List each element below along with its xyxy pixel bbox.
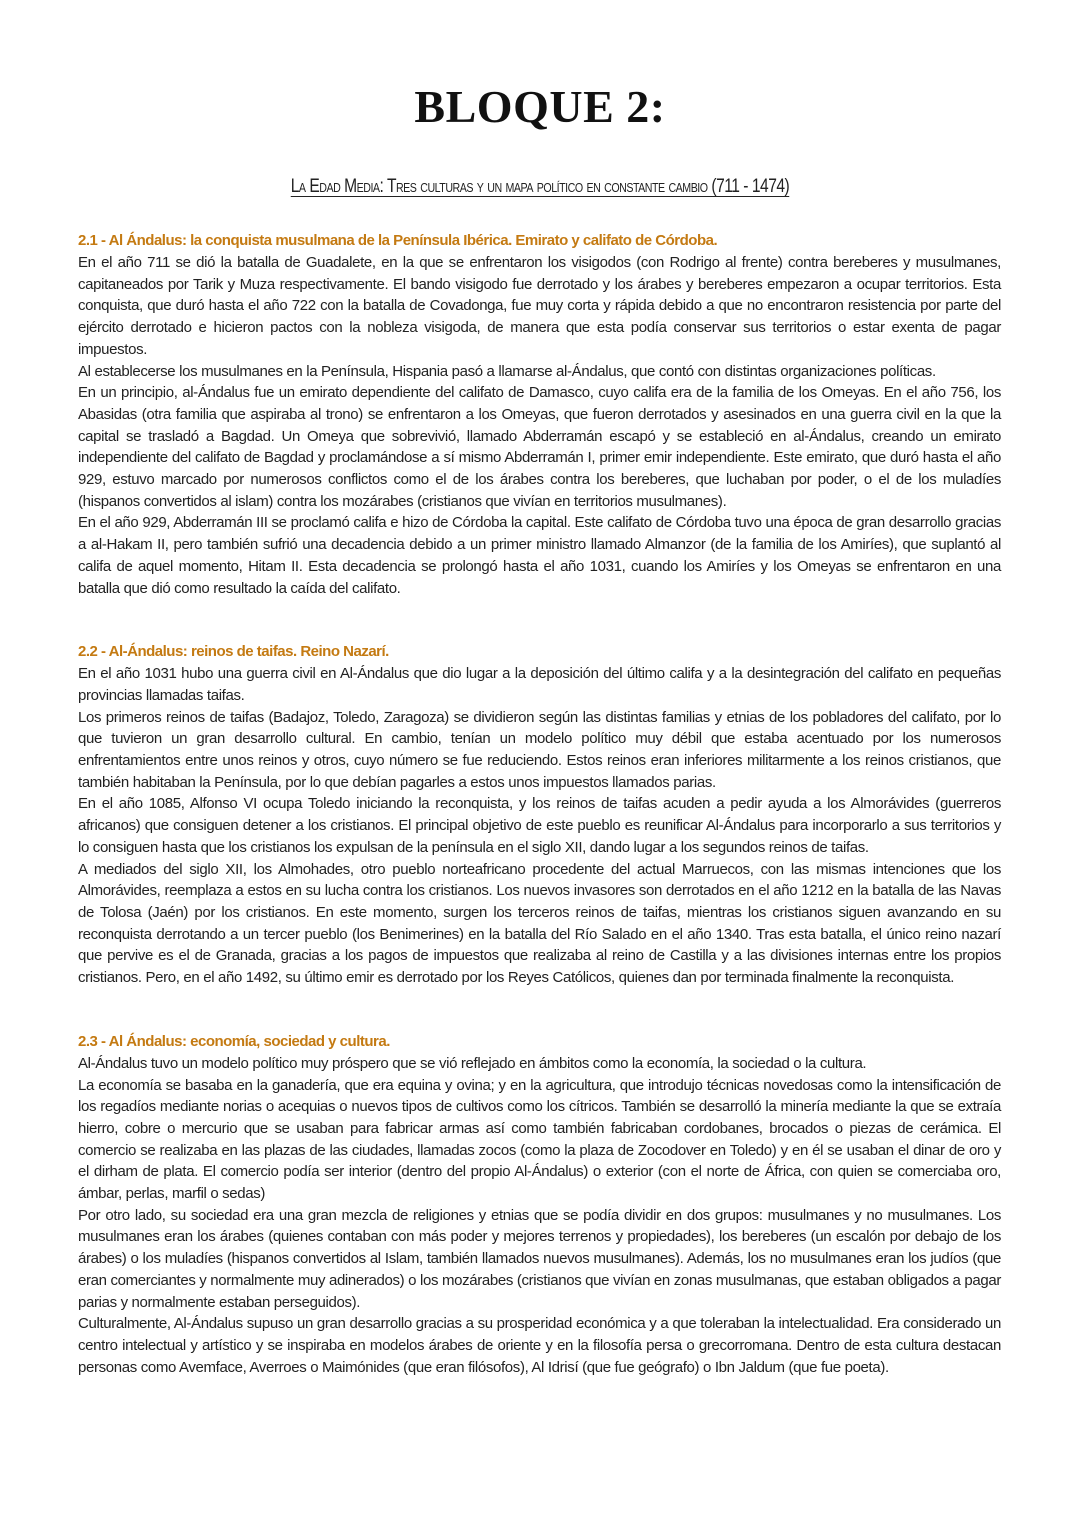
paragraph: Al establecerse los musulmanes en la Península, Hispania pasó a llamarse al-Ándalus, que contó con distintas organizaciones políticas. xyxy=(78,362,936,380)
paragraph: La economía se basaba en la ganadería, que era equina y ovina; y en la agricultura, que introdujo técnicas novedosas como la intensificación de los regadíos mediante norias o acequias o nuevos tipos de cultivos como los cítricos. También se desarrolló la minería mediante la que se extraía hierro, cobre o mercurio que se usaban para fabricar armas así como también fabricaban cordobanes, brocados o piezas de cerámica. El comercio se realizaba en las plazas de las ciudades, llamadas zocos (como la plaza de Zocodover en Toledo) y en él se usaban el dinar de oro y el dirham de plata. El comercio podía ser interior (dentro del propio Al-Ándalus) o exterior (con el norte de África, con quien se comerciaba oro, ámbar, perlas, marfil o sedas) xyxy=(78,1076,1001,1203)
paragraph: Al-Ándalus tuvo un modelo político muy próspero que se vió reflejado en ámbitos como la economía, la sociedad o la cultura. xyxy=(78,1054,867,1072)
paragraph: En el año 1085, Alfonso VI ocupa Toledo iniciando la reconquista, y los reinos de taifas acuden a pedir ayuda a los Almorávides (guerreros africanos) que consiguen detener a los cristianos. El principal objetivo de este pueblo es reunificar Al-Ándalus para incorporarlo a sus territorios y lo consiguen hasta que los cristianos los expulsan de la península en el siglo XII, dando lugar a los segundos reinos de taifas. xyxy=(78,795,1001,856)
document-body xyxy=(78,230,1001,1420)
paragraph: En el año 1031 hubo una guerra civil en Al-Ándalus que dio lugar a la deposición del último califa y a la desintegración del califato en pequeñas provincias llamadas taifas. xyxy=(78,665,1001,704)
paragraph: En un principio, al-Ándalus fue un emirato dependiente del califato de Damasco, cuyo califa era de la familia de los Omeyas. En el año 756, los Abasidas (otra familia que aspiraba al trono) se enfrentaron a los Omeyas, que fueron derrotados y asesinados en una guerra civil en la que la capital se trasladó a Bagdad. Un Omeya que sobrevivió, llamado Abderramán escapó y se estableció en al-Ándalus, creando un emirato independiente del califato de Bagdad y proclamándose a sí mismo Abderramán I, primer emir independiente. Este emirato, que duró hasta el año 929, estuvo marcado por numerosos conflictos como el de los árabes contra los bereberes, que luchaban por poder, o el de los muladíes (hispanos convertidos al islam) contra los mozárabes (cristianos que vivían en territorios musulmanes). xyxy=(78,384,1001,510)
section-heading: 2.3 - Al Ándalus: economía, sociedad y cultura. xyxy=(78,1032,390,1050)
section-heading: 2.2 - Al-Ándalus: reinos de taifas. Reino Nazarí. xyxy=(78,643,389,661)
section-2-3 xyxy=(78,1031,1001,1379)
paragraph: Por otro lado, su sociedad era una gran mezcla de religiones y etnias que se podía dividir en dos grupos: musulmanes y no musulmanes. Los musulmanes eran los árabes (quienes contaban con más poder y mejores terrenos y propiedades), los bereberes (un escalón por debajo de los árabes) o los muladíes (hispanos convertidos al Islam, también llamados nuevos musulmanes). Además, los no musulmanes eran los judíos (que eran comerciantes y normalmente muy adinerados) o los mozárabes (cristianos que vivían en zonas musulmanas, que estaban obligados a pagar parias y normalmente estaban perseguidos). xyxy=(78,1206,1001,1311)
paragraph: Los primeros reinos de taifas (Badajoz, Toledo, Zaragoza) se dividieron según las distintas familias y etnias de los pobladores del califato, por lo que tuvieron un gran desarrollo cultural. En cambio, tenían un modelo político muy débil que estaba acentuado por los numerosos enfrentamientos entre unos reinos y otros, cuyo número se fue reduciendo. Estos reinos eran inferiores militarmente a los reinos cristianos, que también habitaban la Península, por lo que debían pagarles a estos unos impuestos llamados parias. xyxy=(78,708,1001,791)
section-2-1 xyxy=(78,230,1001,599)
paragraph: En el año 711 se dió la batalla de Guadalete, en la que se enfrentaron los visigodos (con Rodrigo al frente) contra bereberes y musulmanes, capitaneados por Tarik y Muza respectivamente. El bando visigodo fue derrotado y los árabes y bereberes empezaron a ocupar territorios. Esta conquista, que duró hasta el año 722 con la batalla de Covadonga, fue muy corta y rápida debido a que no encontraron resistencia por parte del ejército derrotado e hicieron pactos con la nobleza visigoda, de manera que esta podía conservar sus territorios o estar exenta de pagar impuestos. xyxy=(78,254,1001,358)
section-heading: 2.1 - Al Ándalus: la conquista musulmana de la Península Ibérica. Emirato y califato de Córdoba. xyxy=(78,232,718,249)
paragraph: Culturalmente, Al-Ándalus supuso un gran desarrollo gracias a su prosperidad económica y a que toleraban la intelectualidad. Era considerado un centro intelectual y artístico y se inspiraba en modelos árabes de oriente y en la filosofía persa o grecorromana. Dentro de esta cultura destacan personas como Avemface, Averroes o Maimónides (que eran filósofos), Al Idrisí (que fue geógrafo) o Ibn Jaldum (que fue poeta). xyxy=(78,1315,1001,1376)
page-title: BLOQUE 2: xyxy=(414,81,666,132)
page-subtitle: La Edad Media: Tres culturas y un mapa político en constante cambio (711 - 1474) xyxy=(290,176,790,197)
paragraph: En el año 929, Abderramán III se proclamó califa e hizo de Córdoba la capital. Este califato de Córdoba tuvo una época de gran desarrollo gracias a al-Hakam II, pero también sufrió una decadencia debido a un primer ministro llamado Almanzor (de la familia de los Amiríes), que suplantó al califa de aquel momento, Hitam II. Esta decadencia se prolongó hasta el año 1031, cuando los Amiríes y los Omeyas se enfrentaron en una batalla que dió como resultado la caída del califato. xyxy=(78,514,1001,597)
section-2-2 xyxy=(78,641,1001,989)
paragraph: A mediados del siglo XII, los Almohades, otro pueblo norteafricano procedente del actual Marruecos, con las mismas intenciones que los Almorávides, reemplaza a estos en su lucha contra los cristianos. Los nuevos invasores son derrotados en el año 1212 en la batalla de las Navas de Tolosa (Jaén) por los cristianos. En este momento, surgen los terceros reinos de taifas, mientras los cristianos siguen avanzando en su reconquista derrotando a un tercer pueblo (los Benimerines) en la batalla del Río Salado en el año 1340. Tras esta batalla, el único reino nazarí que pervive es el de Granada, gracias a los pagos de impuestos que realizaba al reino de Castilla y a las divisiones internas entre los propios cristianos. Pero, en el año 1492, su último emir es derrotado por los Reyes Católicos, quienes dan por terminada finalmente la reconquista. xyxy=(78,860,1001,987)
